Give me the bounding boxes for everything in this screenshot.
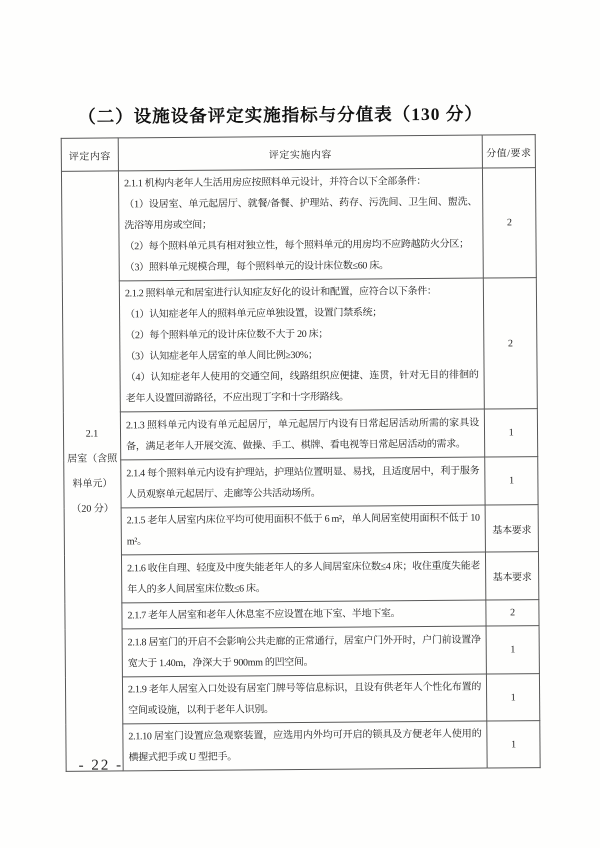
table-row bbox=[63, 409, 537, 461]
criterion-paragraph: 2.1.5 老年人居室内床位平均可使用面积不低于 6 m²，单人间居室使用面积不低于 10 m²。 bbox=[126, 512, 480, 548]
table-row bbox=[64, 457, 538, 509]
score-cell: 基本要求 bbox=[485, 552, 538, 600]
criterion-cell bbox=[122, 600, 486, 629]
table-row bbox=[62, 278, 537, 413]
criterion-paragraph: 2.1.6 收住自理、轻度及中度失能老年人的多人间居室床位数≤4 床；收住重度失能老年人的多人间居室床位数≤6 床。 bbox=[127, 560, 481, 595]
table-row bbox=[65, 674, 539, 725]
criterion-paragraph: （3）照料单元规模合理，每个照料单元的设计床位数≤60 床。 bbox=[124, 260, 389, 274]
table-header-row bbox=[61, 135, 535, 172]
criterion-cell bbox=[121, 552, 485, 603]
table-row bbox=[64, 552, 538, 604]
criterion-cell bbox=[121, 505, 485, 555]
criterion-paragraph: 2.1.3 照料单元内设有单元起居厅，单元起居厅内设有日常起居活动所需的家具设备，满足老年人开展交流、做操、手工、棋牌、看电视等日常起居活动的需求。 bbox=[125, 417, 479, 452]
page-title: （二）设施设备评定实施指标与分值表（130 分） bbox=[78, 103, 483, 127]
score-cell: 2 bbox=[482, 168, 536, 278]
score-cell: 1 bbox=[487, 721, 540, 768]
criterion-paragraph: （2）每个照料单元的设计床位数不大于 20 床； bbox=[125, 328, 329, 342]
table-row bbox=[61, 168, 536, 282]
column-header-category: 评定内容 bbox=[61, 138, 118, 171]
criterion-paragraph: （3）认知症老年人居室的单人间比例≥30%； bbox=[125, 349, 318, 363]
category-name-line: 居室（含照 bbox=[67, 452, 118, 465]
criterion-paragraph: 2.1.7 老年人居室和老年人休息室不应设置在地下室、半地下室。 bbox=[127, 608, 401, 622]
criterion-paragraph: 2.1.4 每个照料单元内设有护理站，护理站位置明显、易找，且适度居中，利于服务人员观察单元起居厅、走廊等公共活动场所。 bbox=[126, 465, 480, 500]
criterion-cell bbox=[123, 721, 487, 771]
criterion-paragraph: （4）认知症老年人使用的交通空间，线路组织应便捷、连贯，针对无目的徘徊的老年人设置回游路径，不应出现丁字和十字形路线。 bbox=[125, 369, 479, 405]
criterion-cell bbox=[119, 278, 484, 412]
criterion-cell bbox=[122, 674, 486, 724]
score-cell: 基本要求 bbox=[485, 505, 538, 552]
page-number: - 22 - bbox=[78, 757, 124, 774]
column-header-content: 评定实施内容 bbox=[118, 135, 482, 171]
score-cell: 2 bbox=[486, 600, 539, 626]
criterion-paragraph: 2.1.9 老年人居室入口处设有居室门牌号等信息标识，且设有供老年人个性化布置的空间或设施，以利于老年人识别。 bbox=[127, 681, 482, 717]
criterion-paragraph: （1）认知症老年人的照料单元应单独设置，设置门禁系统； bbox=[125, 307, 383, 321]
criterion-paragraph: （1）设居室、单元起居厅、就餐/备餐、护理站、药存、污洗间、卫生间、盥洗、洗浴等用房或空间； bbox=[124, 196, 478, 232]
column-header-score: 分值/要求 bbox=[482, 135, 535, 168]
criterion-paragraph: 2.1.8 居室门的开启不会影响公共走廊的正常通行，居室户门外开时，户门前设置净宽大于 1.40m，净深大于 900mm 的凹空间。 bbox=[127, 634, 481, 669]
criterion-cell bbox=[120, 409, 484, 460]
table-row bbox=[64, 505, 538, 556]
evaluation-table bbox=[61, 134, 541, 772]
criterion-cell bbox=[122, 626, 486, 677]
table-row bbox=[65, 600, 539, 630]
criterion-paragraph: 2.1.10 居室门设置应急观察装置，应选用内外均可开启的锁具及方便老年人使用的横握式把手或 U 型把手。 bbox=[128, 728, 482, 764]
score-cell: 1 bbox=[484, 409, 537, 457]
criterion-cell bbox=[121, 457, 485, 508]
category-score-line: （20 分） bbox=[71, 502, 114, 515]
table-row bbox=[66, 721, 540, 772]
criterion-paragraph: （2）每个照料单元具有相对独立性，每个照料单元的用房均不应跨越防火分区； bbox=[124, 238, 469, 253]
score-cell: 1 bbox=[485, 457, 538, 505]
category-code: 2.1 bbox=[85, 428, 99, 440]
criterion-paragraph: 2.1.1 机构内老年人生活用房应按照料单元设计，并符合以下全部条件： bbox=[124, 176, 427, 190]
criterion-cell bbox=[118, 168, 483, 281]
category-name-line: 料单元） bbox=[72, 477, 113, 490]
criterion-paragraph: 2.1.2 照料单元和居室进行认知症友好化的设计和配置，应符合以下条件： bbox=[124, 285, 437, 300]
score-cell: 1 bbox=[486, 674, 539, 721]
score-cell: 2 bbox=[483, 278, 537, 409]
score-cell: 1 bbox=[486, 626, 539, 674]
category-cell bbox=[61, 171, 123, 771]
table-row bbox=[65, 626, 539, 678]
